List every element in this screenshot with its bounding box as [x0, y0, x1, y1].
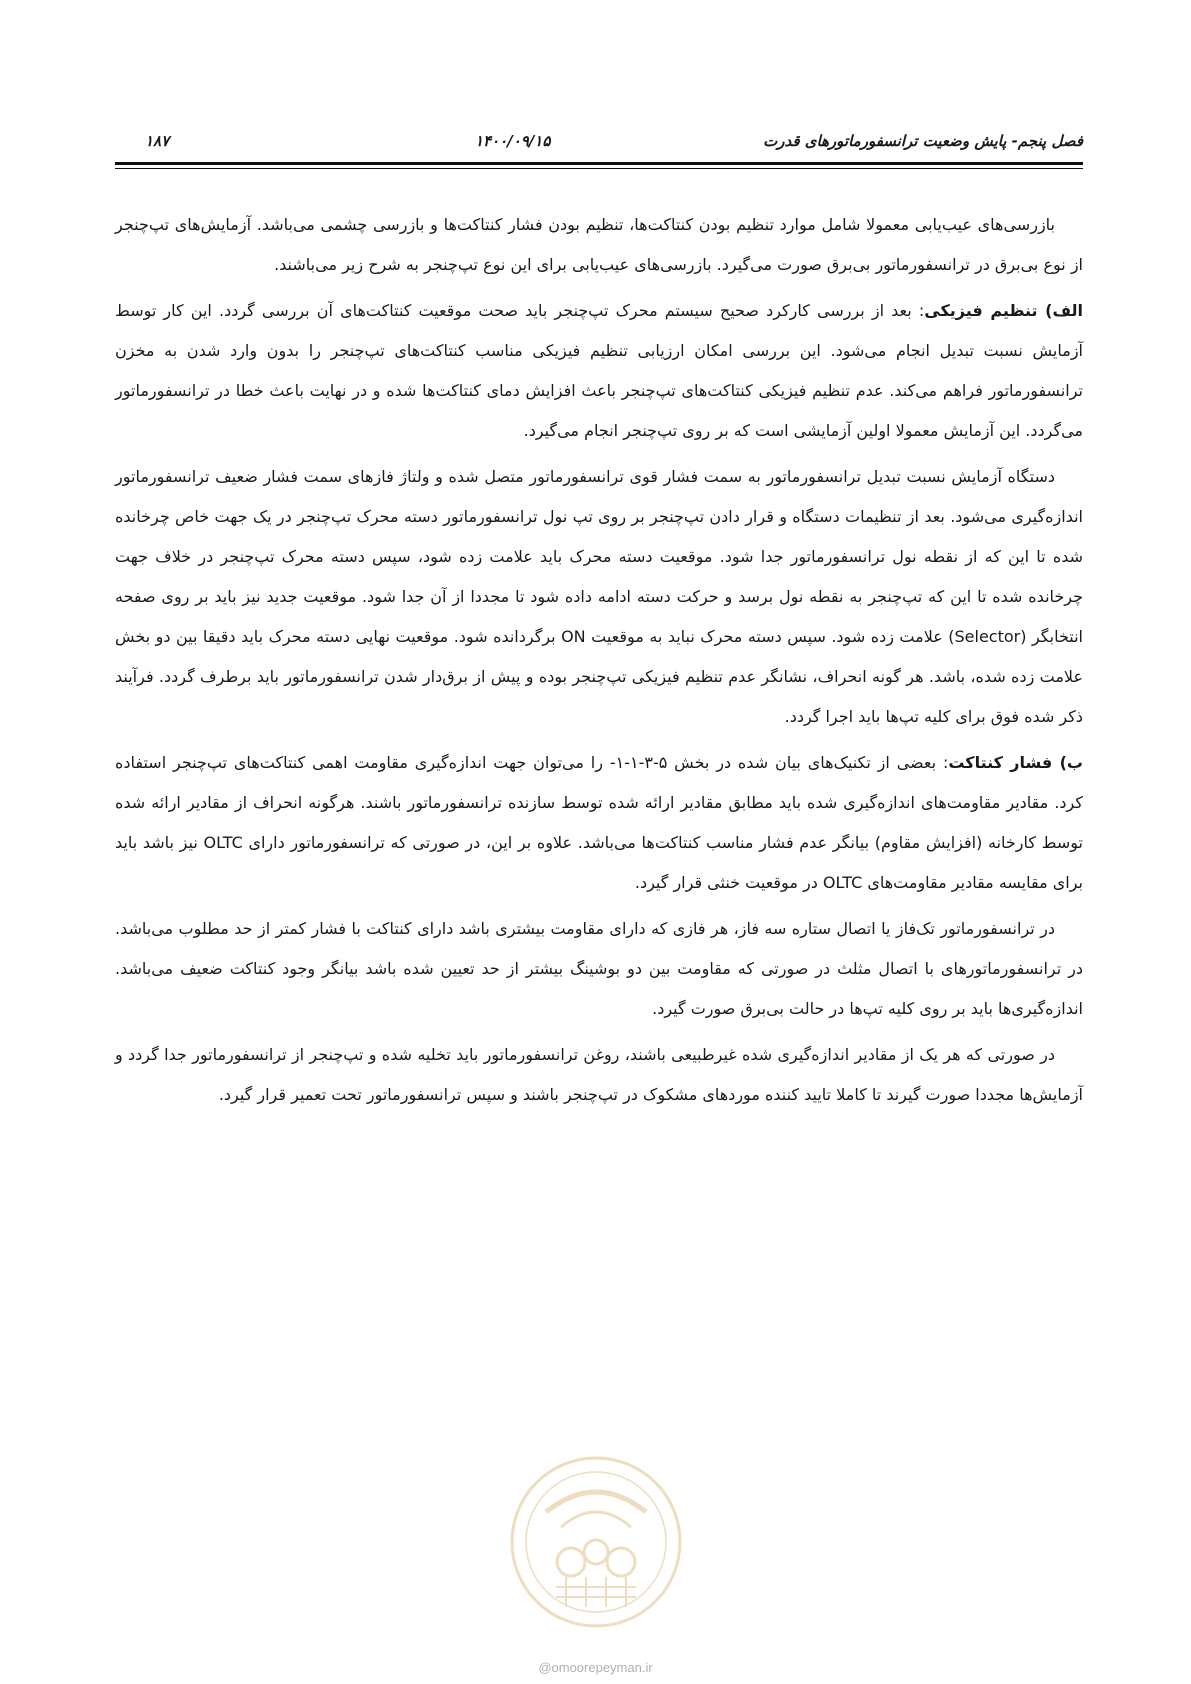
body-text [115, 205, 1083, 1121]
header-rule-thick [115, 162, 1083, 165]
chapter-title: فصل پنجم- پایش وضعیت ترانسفورماتورهای قدرت [763, 132, 1083, 150]
watermark-seal-icon [506, 1452, 686, 1632]
running-header [115, 132, 1083, 162]
header-rule-thin [115, 168, 1083, 169]
paragraph-ratio-test: دستگاه آزمایش نسبت تبدیل ترانسفورماتور به سمت فشار قوی ترانسفورماتور متصل شده و ولتاژ فازهای سمت فشار ضعیف ترانسفورماتور اندازه‌گیری می‌شود. بعد از تنظیمات دستگاه و قرار دادن تپ‌چنجر بر روی تپ نول ترانسفورماتور دسته محرک تپ‌چنجر در یک جهت خاص چرخانده شده تا این که از نقطه نول ترانسفورماتور جدا شود. موقعیت دسته محرک باید علامت زده شود، سپس دسته محرک تپ‌چنجر در خلاف جهت چرخانده شده تا این که تپ‌چنجر به نقطه نول برسد و حرکت دسته ادامه داده شود تا مجددا از آن جدا شود. موقعیت جدید نیز باید بر روی صفحه انتخابگر (Selector) علامت زده شود. سپس دسته محرک نباید به موقعیت ON برگردانده شود. موقعیت نهایی دسته محرک باید دقیقا بین دو بخش علامت زده شده، باشد. هر گونه انحراف، نشانگر عدم تنظیم فیزیکی تپ‌چنجر بوده و پیش از برق‌دار شدن ترانسفورماتور باید برطرف گردد. فرآیند ذکر شده فوق برای کلیه تپ‌ها باید اجرا گردد. [115, 467, 1083, 726]
paragraph-intro: بازرسی‌های عیب‌یابی معمولا شامل موارد تنظیم بودن کنتاکت‌ها، تنظیم بودن فشار کنتاکت‌ها و بازرسی چشمی می‌باشد. آزمایش‌های تپ‌چنجر از نوع بی‌برق در ترانسفورماتور بی‌برق صورت می‌گیرد. بازرسی‌های عیب‌یابی برای این نوع تپ‌چنجر به شرح زیر می‌باشند. [115, 215, 1083, 274]
paragraph-physical-adjustment: الف) تنظیم فیزیکی: بعد از بررسی کارکرد صحیح سیستم محرک تپ‌چنجر باید صحت موقعیت کنتاکت‌های آن بررسی گردد. این کار توسط آزمایش نسبت تبدیل انجام می‌شود. این بررسی امکان ارزیابی تنظیم فیزیکی مناسب کنتاکت‌های تپ‌چنجر را بدون وارد شدن به مخزن ترانسفورماتور فراهم می‌کند. عدم تنظیم فیزیکی کنتاکت‌های تپ‌چنجر باعث افزایش دمای کنتاکت‌ها شده و در نهایت باعث خطا در ترانسفورماتور می‌گردد. این آزمایش معمولا اولین آزمایشی است که بر روی تپ‌چنجر انجام می‌گیرد. [115, 301, 1083, 440]
paragraph-single-phase: در ترانسفورماتور تک‌فاز یا اتصال ستاره سه فاز، هر فازی که دارای مقاومت بیشتری باشد دارای کنتاکت با فشار کمتر از حد مطلوب می‌باشد. در ترانسفورماتورهای با اتصال مثلث در صورتی که مقاومت بین دو بوشینگ بیشتر از حد تعیین شده باشد بیانگر وجود کنتاکت ضعیف می‌باشد. اندازه‌گیری‌ها باید بر روی کلیه تپ‌ها در حالت بی‌برق صورت گیرد. [115, 919, 1083, 1018]
subheading-contact-pressure: ب) فشار کنتاکت [948, 753, 1084, 772]
page-number: ۱۸۷ [145, 132, 170, 150]
subheading-physical-adjustment: الف) تنظیم فیزیکی [924, 301, 1083, 320]
header-date: ۱۴۰۰/۰۹/۱۵ [475, 132, 551, 150]
paragraph-contact-pressure: ب) فشار کنتاکت: بعضی از تکنیک‌های بیان شده در بخش ۵-۳-۱-۱- را می‌توان جهت اندازه‌گیری مقاومت اهمی کنتاکت‌های تپ‌چنجر استفاده کرد. مقادیر مقاومت‌های اندازه‌گیری شده باید مطابق مقادیر ارائه شده توسط سازنده ترانسفورماتور باشند. هرگونه انحراف از مقادیر ارائه شده توسط کارخانه (افزایش مقاوم) بیانگر عدم فشار مناسب کنتاکت‌ها می‌باشد. علاوه بر این، در صورتی که ترانسفورماتور دارای OLTC نیز باشد باید برای مقایسه مقادیر مقاومت‌های OLTC در موقعیت خنثی قرار گیرد. [115, 753, 1084, 892]
watermark-website: @omoorepeyman.ir [538, 1660, 653, 1675]
paragraph-abnormal-values: در صورتی که هر یک از مقادیر اندازه‌گیری شده غیرطبیعی باشند، روغن ترانسفورماتور باید تخلیه شده و تپ‌چنجر از ترانسفورماتور جدا گردد و آزمایش‌ها مجددا صورت گیرند تا کاملا تایید کننده موردهای مشکوک در تپ‌چنجر باشند و سپس ترانسفورماتور تحت تعمیر قرار گیرد. [115, 1045, 1083, 1104]
